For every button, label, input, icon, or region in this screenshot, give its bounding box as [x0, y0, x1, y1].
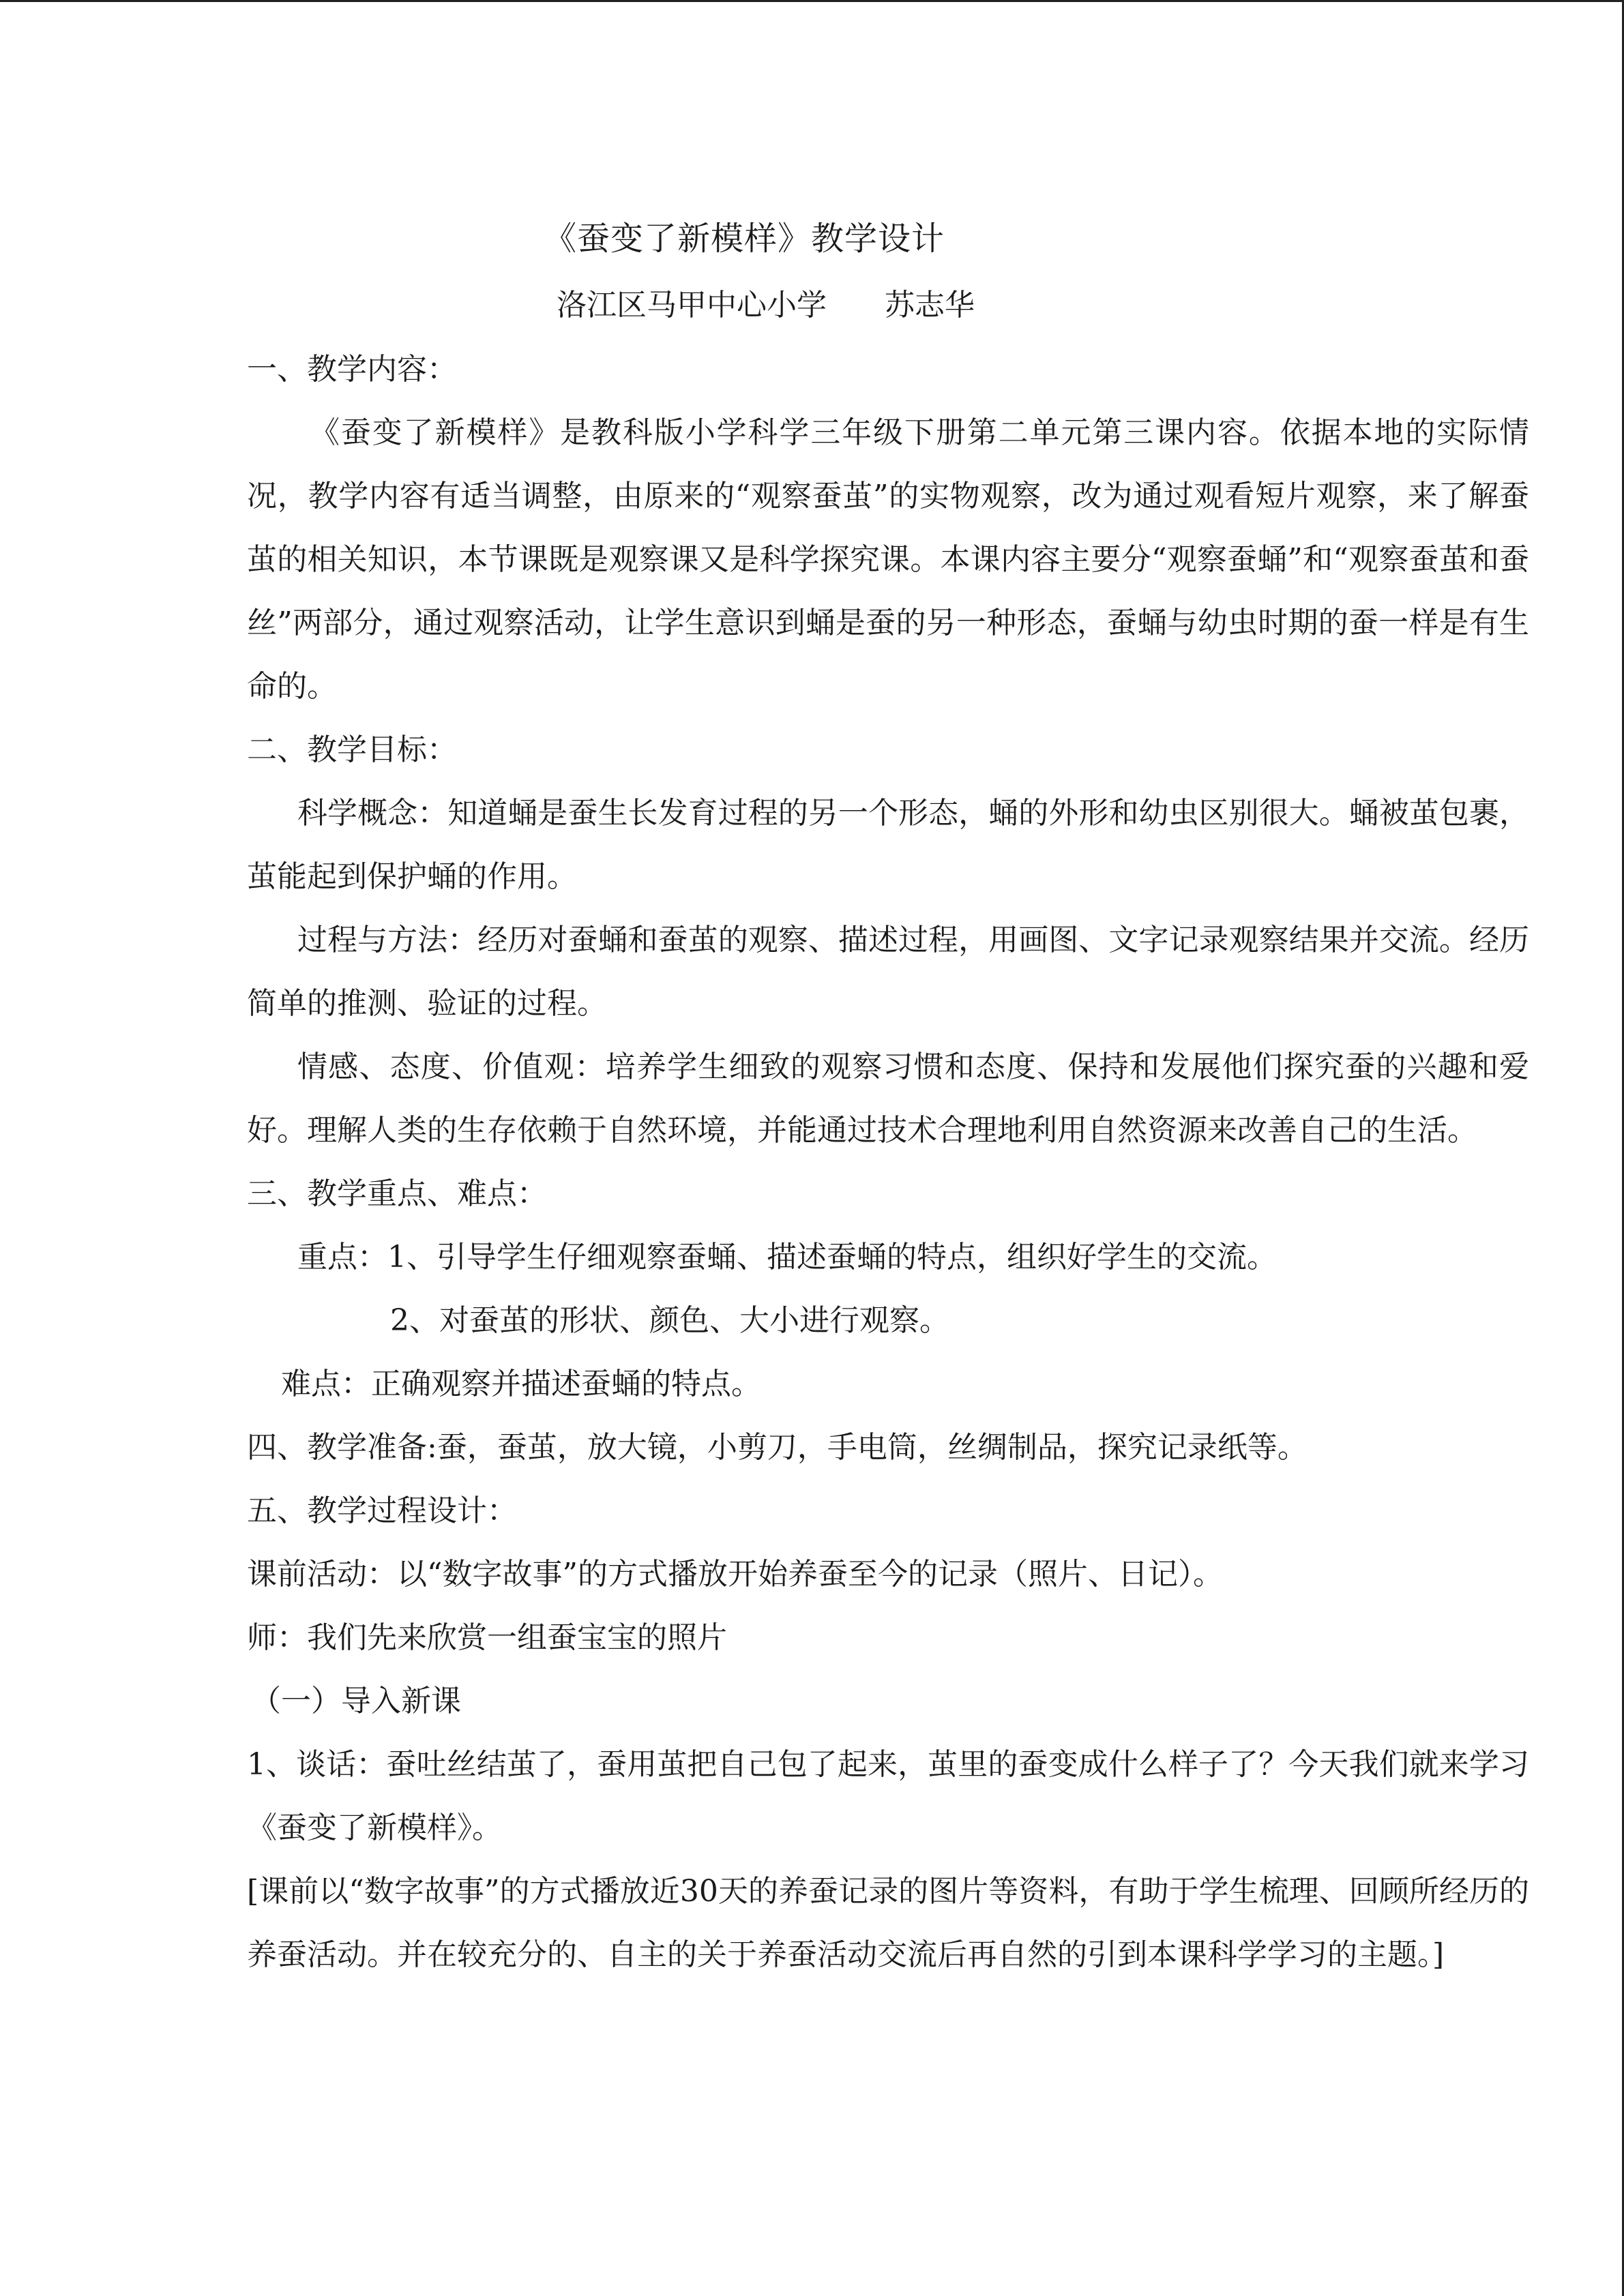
section-heading-content: 一、教学内容： — [247, 352, 457, 387]
section-heading-goals: 二、教学目标： — [247, 732, 457, 767]
goal-process-paragraph: 过程与方法：经历对蚕蛹和蚕茧的观察、描述过程，用画图、文字记录观察结果并交流。经历简单的推测、验证的过程。 — [247, 923, 1529, 1021]
key-point-1: 重点：1、引导学生仔细观察蚕蛹、描述蚕蛹的特点，组织好学生的交流。 — [297, 1240, 1277, 1274]
teacher-line: 师：我们先来欣赏一组蚕宝宝的照片 — [247, 1620, 727, 1655]
difficulty-point: 难点：正确观察并描述蚕蛹的特点。 — [281, 1367, 761, 1401]
section-heading-process: 五、教学过程设计： — [247, 1493, 517, 1528]
author-school: 洛江区马甲中心小学 — [557, 288, 827, 323]
section-heading-key-points: 三、教学重点、难点： — [247, 1176, 547, 1211]
author-name: 苏志华 — [885, 288, 975, 323]
talk-paragraph: 1、谈话：蚕吐丝结茧了，蚕用茧把自己包了起来，茧里的蚕变成什么样子了？今天我们就来学习《蚕变了新模样》。 — [247, 1747, 1529, 1845]
author-line — [557, 273, 1529, 338]
goal-emotion-paragraph: 情感、态度、价值观：培养学生细致的观察习惯和态度、保持和发展他们探究蚕的兴趣和爱好。理解人类的生存依赖于自然环境，并能通过技术合理地利用自然资源来改善自己的生活。 — [247, 1049, 1529, 1148]
pre-class-activity: 课前活动：以“数字故事”的方式播放开始养蚕至今的记录（照片、日记）。 — [247, 1557, 1223, 1592]
document-title: 《蚕变了新模样》教学设计 — [544, 220, 945, 258]
subsection-heading-intro: （一）导入新课 — [251, 1684, 461, 1718]
key-point-2: 2、对蚕茧的形状、颜色、大小进行观察。 — [390, 1303, 949, 1338]
content-paragraph: 《蚕变了新模样》是教科版小学科学三年级下册第二单元第三课内容。依据本地的实际情况，教学内容有适当调整，由原来的“观察蚕茧”的实物观察，改为通过观看短片观察，来了解蚕茧的相关知识，本节课既是观察课又是科学探究课。本课内容主要分“观察蚕蛹”和“观察蚕茧和蚕丝”两部分，通过观察活动，让学生意识到蛹是蚕的另一种形态，蚕蛹与幼虫时期的蚕一样是有生命的。 — [247, 415, 1529, 704]
section-preparation: 四、教学准备:蚕，蚕茧，放大镜，小剪刀，手电筒，丝绸制品，探究记录纸等。 — [247, 1430, 1308, 1465]
page-border-top — [0, 0, 1624, 2]
document-body — [247, 205, 1529, 1986]
design-note-paragraph: [课前以“数字故事”的方式播放近30天的养蚕记录的图片等资料，有助于学生梳理、回顾所经历的养蚕活动。并在较充分的、自主的关于养蚕活动交流后再自然的引到本课科学学习的主题。] — [247, 1874, 1529, 1972]
goal-concept-paragraph: 科学概念：知道蛹是蚕生长发育过程的另一个形态，蛹的外形和幼虫区别很大。蛹被茧包裹，茧能起到保护蛹的作用。 — [247, 796, 1529, 894]
